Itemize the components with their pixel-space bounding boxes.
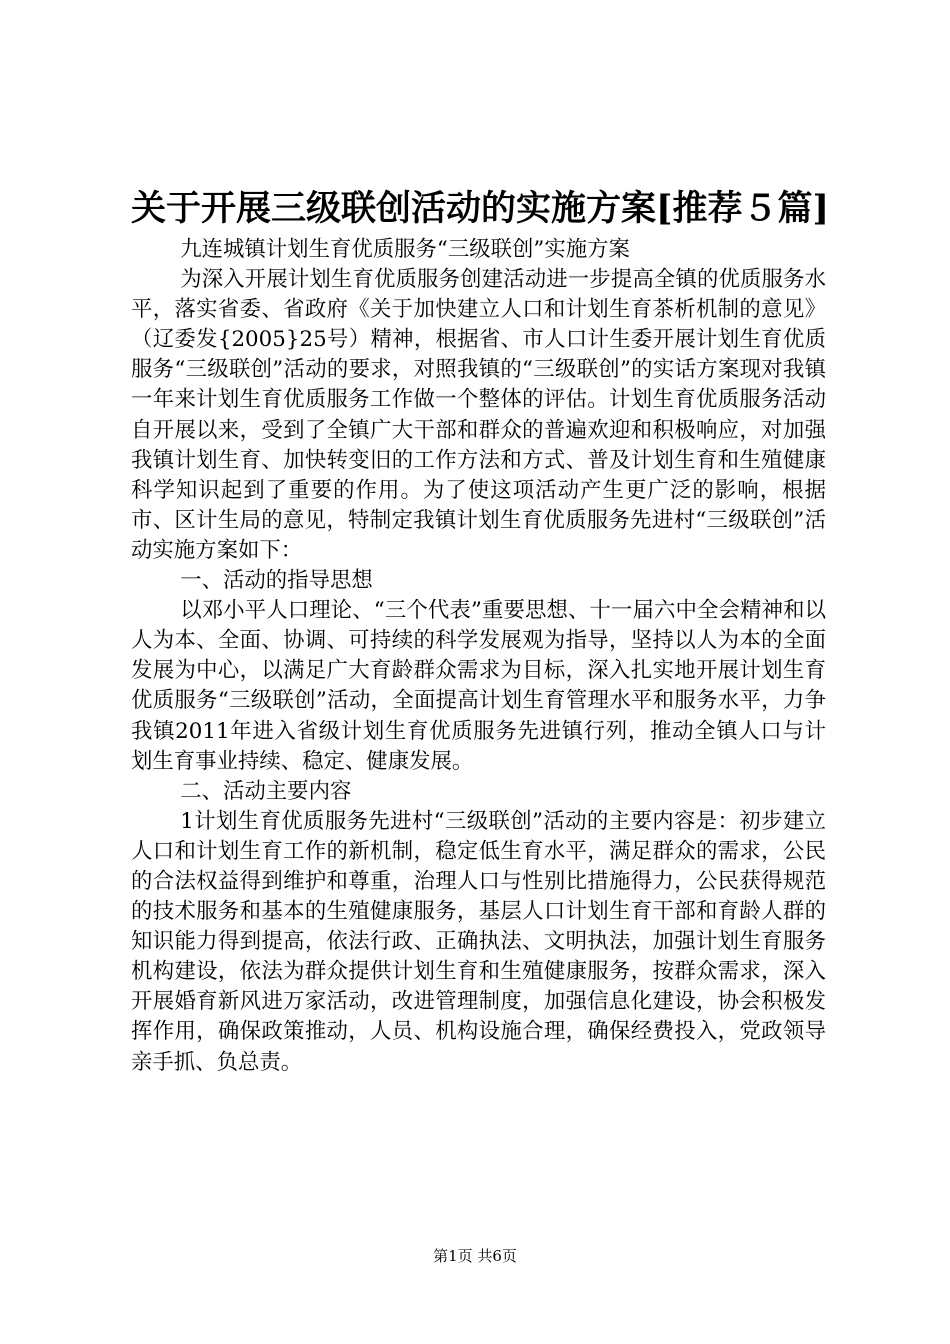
section-heading-main-content: 二、活动主要内容 <box>180 778 352 804</box>
intro-paragraph: 为深入开展计划生育优质服务创建活动进一步提高全镇的优质服务水平，落实省委、省政府《关于加快建立人口和计划生育茶析机制的意见》（辽委发{2005}25号）精神，根据省、市人口计生委开展计划生育优质服务“三级联创”活动的要求，对照我镇的“三级联创”的实话方案现对我镇一年来计划生育优质服务工作做一个整体的评估。计划生育优质服务活动自开展以来，受到了全镇广大干部和群众的普遍欢迎和积极响应，对加强我镇计划生育、加快转变旧的工作方法和方式、普及计划生育和生殖健康科学知识起到了重要的作用。为了使这项活动产生更广泛的影响，根据市、区计生局的意见，特制定我镇计划生育优质服务先进村“三级联创”活动实施方案如下： <box>131 267 826 563</box>
document-title: 关于开展三级联创活动的实施方案[推荐５篇] <box>131 188 830 229</box>
guiding-thought-paragraph: 以邓小平人口理论、“三个代表”重要思想、十一届六中全会精神和以人为本、全面、协调、可持续的科学发展观为指导，坚持以人为本的全面发展为中心，以满足广大育龄群众需求为目标，深入扎实地开展计划生育优质服务“三级联创”活动，全面提高计划生育管理水平和服务水平，力争我镇2011年进入省级计划生育优质服务先进镇行列，推动全镇人口与计划生育事业持续、稳定、健康发展。 <box>131 598 826 774</box>
document-body <box>131 235 826 1078</box>
section-heading-guiding-thought: 一、活动的指导思想 <box>180 568 373 594</box>
subtitle-paragraph: 九连城镇计划生育优质服务“三级联创”实施方案 <box>180 237 630 262</box>
main-content-paragraph: 1计划生育优质服务先进村“三级联创”活动的主要内容是：初步建立人口和计划生育工作的新机制，稳定低生育水平，满足群众的需求，公民的合法权益得到维护和尊重，治理人口与性别比措施得力，公民获得规范的技术服务和基本的生殖健康服务，基层人口计划生育干部和育龄人群的知识能力得到提高，依法行政、正确执法、文明执法，加强计划生育服务机构建设，依法为群众提供计划生育和生殖健康服务，按群众需求，深入开展婚育新风进万家活动，改进管理制度，加强信息化建设，协会积极发挥作用，确保政策推动，人员、机构设施合理，确保经费投入，党政领导亲手抓、负总责。 <box>131 808 826 1075</box>
page-footer: 第1页 共6页 <box>433 1247 517 1265</box>
